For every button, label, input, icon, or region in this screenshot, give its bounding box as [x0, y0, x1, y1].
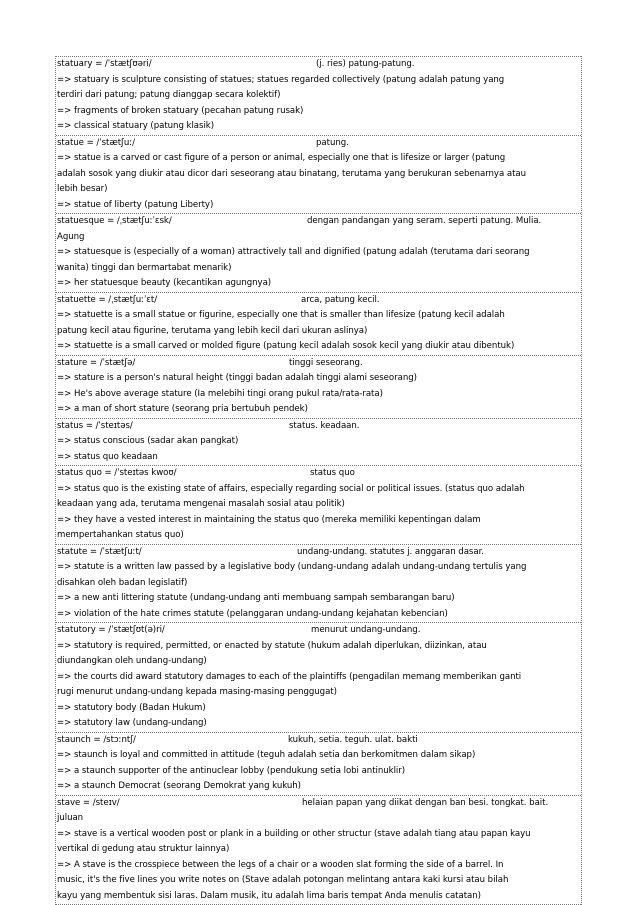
entry-line: juluan — [56, 811, 581, 827]
entry-line: terdiri dari patung; patung dianggap secara kolektif) — [56, 88, 581, 104]
headword: statuesque = /ˌstætʃuːˈɛsk/ — [57, 216, 172, 226]
entry-line: => statutory body (Badan Hukum) — [56, 701, 581, 717]
meaning: helaian papan yang diikat dengan ban besi. tongkat. bait. — [302, 796, 548, 812]
meaning: status quo — [310, 466, 355, 482]
entry-line: music, it's the five lines you write notes on (Stave adalah potongan melintang antara kaki kursi atau bilah — [56, 873, 581, 889]
headword: stave = /steɪv/ — [57, 798, 120, 808]
headword: statuary = /ˈstætʃʊəri/ — [57, 59, 152, 69]
dictionary-entry — [56, 732, 581, 795]
entry-line: => a man of short stature (seorang pria bertubuh pendek) — [56, 402, 581, 418]
entry-line: vertikal di gedung atau struktur lainnya) — [56, 842, 581, 858]
headword: stature = /ˈstætʃə/ — [57, 358, 135, 368]
entry-line: => a new anti littering statute (undang-undang anti membuang sampah sembarangan baru) — [56, 591, 581, 607]
dictionary-entry — [56, 292, 581, 355]
entry-line: => status conscious (sadar akan pangkat) — [56, 434, 581, 450]
entry-line: => classical statuary (patung klasik) — [56, 119, 581, 135]
entry-line: => statutory law (undang-undang) — [56, 716, 581, 732]
meaning: menurut undang-undang. — [311, 623, 420, 639]
entry-head-line — [56, 293, 581, 309]
dictionary-entry — [56, 544, 581, 623]
entry-line: => He's above average stature (Ia melebihi tingi orang pukul rata/rata-rata) — [56, 387, 581, 403]
entry-head-line — [56, 214, 581, 230]
meaning: undang-undang. statutes j. anggaran dasar. — [297, 545, 484, 561]
entry-line: adalah sosok yang diukir atau dicor dari seseorang atau binatang, terutama yang berukuran sebenarnya atau — [56, 167, 581, 183]
meaning: kukuh, setia. teguh. ulat. bakti — [288, 733, 418, 749]
dictionary-entry — [56, 418, 581, 466]
dictionary-entry — [56, 465, 581, 544]
entry-line: => statuary is sculpture consisting of statues; statues regarded collectively (patung adalah patung yang — [56, 73, 581, 89]
dictionary-entry — [56, 622, 581, 732]
entry-line: => her statuesque beauty (kecantikan agungnya) — [56, 276, 581, 292]
dictionary-entry — [56, 213, 581, 292]
entry-line: => the courts did award statutory damages to each of the plaintiffs (pengadilan memang memberikan ganti — [56, 670, 581, 686]
entry-head-line — [56, 136, 581, 152]
headword: statutory = /ˈstætʃʊt(ə)ri/ — [57, 625, 165, 635]
entry-head-line — [56, 545, 581, 561]
dictionary-entry — [56, 135, 581, 214]
entry-line: => violation of the hate crimes statute (pelanggaran undang-undang kejahatan kebencian) — [56, 607, 581, 623]
entry-line: => fragments of broken statuary (pecahan patung rusak) — [56, 104, 581, 120]
dictionary-entry — [56, 355, 581, 418]
entry-line: => stature is a person's natural height (tinggi badan adalah tinggi alami seseorang) — [56, 371, 581, 387]
entry-line: => A stave is the crosspiece between the legs of a chair or a wooden slat forming the side of a barrel. In — [56, 858, 581, 874]
dictionary-entry — [56, 56, 581, 135]
meaning: (j. ries) patung-patung. — [316, 57, 415, 73]
meaning: dengan pandangan yang seram. seperti patung. Mulia. — [307, 214, 541, 230]
headword: statuette = /ˌstætʃuːˈɛt/ — [57, 295, 157, 305]
headword: statue = /ˈstætʃuː/ — [57, 138, 135, 148]
entry-head-line — [56, 356, 581, 372]
entry-line: => statue is a carved or cast figure of a person or animal, especially one that is lifesize or larger (patung — [56, 151, 581, 167]
entry-line: patung kecil atau figurine, terutama yang lebih kecil dari ukuran aslinya) — [56, 324, 581, 340]
entry-line: keadaan yang ada, terutama mengenai masalah sosial atau politik) — [56, 497, 581, 513]
entry-line: => stave is a vertical wooden post or plank in a building or other structur (stave adalah tiang atau papan kayu — [56, 827, 581, 843]
entry-line: wanita) tinggi dan bermartabat menarik) — [56, 261, 581, 277]
headword: statute = /ˈstætʃuːt/ — [57, 547, 142, 557]
entry-line: => statute is a written law passed by a legislative body (undang-undang adalah undang-undang tertulis yang — [56, 560, 581, 576]
dictionary-table — [55, 56, 582, 905]
entry-line: => status quo keadaan — [56, 450, 581, 466]
entry-head-line — [56, 57, 581, 73]
meaning: arca, patung kecil. — [301, 293, 379, 309]
entry-line: => they have a vested interest in maintaining the status quo (mereka memiliki kepentingan dalam — [56, 513, 581, 529]
entry-head-line — [56, 796, 581, 812]
entry-line: => statuette is a small statue or figurine, especially one that is smaller than lifesize (patung kecil adalah — [56, 308, 581, 324]
entry-head-line — [56, 466, 581, 482]
entry-line: kayu yang membentuk sisi laras. Dalam musik, itu adalah lima baris tempat Anda menulis catatan) — [56, 889, 581, 905]
entry-line: => a staunch Democrat (seorang Demokrat yang kukuh) — [56, 779, 581, 795]
entry-head-line — [56, 419, 581, 435]
meaning: patung. — [316, 136, 349, 152]
entry-line: Agung — [56, 230, 581, 246]
meaning: tinggi seseorang. — [289, 356, 363, 372]
entry-head-line — [56, 733, 581, 749]
dictionary-entry — [56, 795, 581, 905]
headword: status = /ˈsteɪtəs/ — [57, 421, 133, 431]
entry-line: => statutory is required, permitted, or enacted by statute (hukum adalah diperlukan, diizinkan, atau — [56, 639, 581, 655]
entry-line: diundangkan oleh undang-undang) — [56, 654, 581, 670]
headword: staunch = /stɔːntʃ/ — [57, 735, 136, 745]
entry-line: lebih besar) — [56, 182, 581, 198]
entry-line: => statuesque is (especially of a woman) attractively tall and dignified (patung adalah (terutama dari seorang — [56, 245, 581, 261]
entry-line: mempertahankan status quo) — [56, 528, 581, 544]
headword: status quo = /ˈsteɪtəs kwoʊ/ — [57, 468, 176, 478]
entry-line: rugi menurut undang-undang kepada masing-masing penggugat) — [56, 685, 581, 701]
entry-line: => statuette is a small carved or molded figure (patung kecil adalah sosok kecil yang diukir atau dibentuk) — [56, 339, 581, 355]
entry-line: disahkan oleh badan legislatif) — [56, 576, 581, 592]
entry-line: => staunch is loyal and committed in attitude (teguh adalah setia dan berkomitmen dalam sikap) — [56, 748, 581, 764]
meaning: status. keadaan. — [289, 419, 359, 435]
entry-line: => statue of liberty (patung Liberty) — [56, 198, 581, 214]
entry-line: => status quo is the existing state of affairs, especially regarding social or political issues. (status quo adalah — [56, 482, 581, 498]
entry-head-line — [56, 623, 581, 639]
entry-line: => a staunch supporter of the antinuclear lobby (pendukung setia lobi antinuklir) — [56, 764, 581, 780]
